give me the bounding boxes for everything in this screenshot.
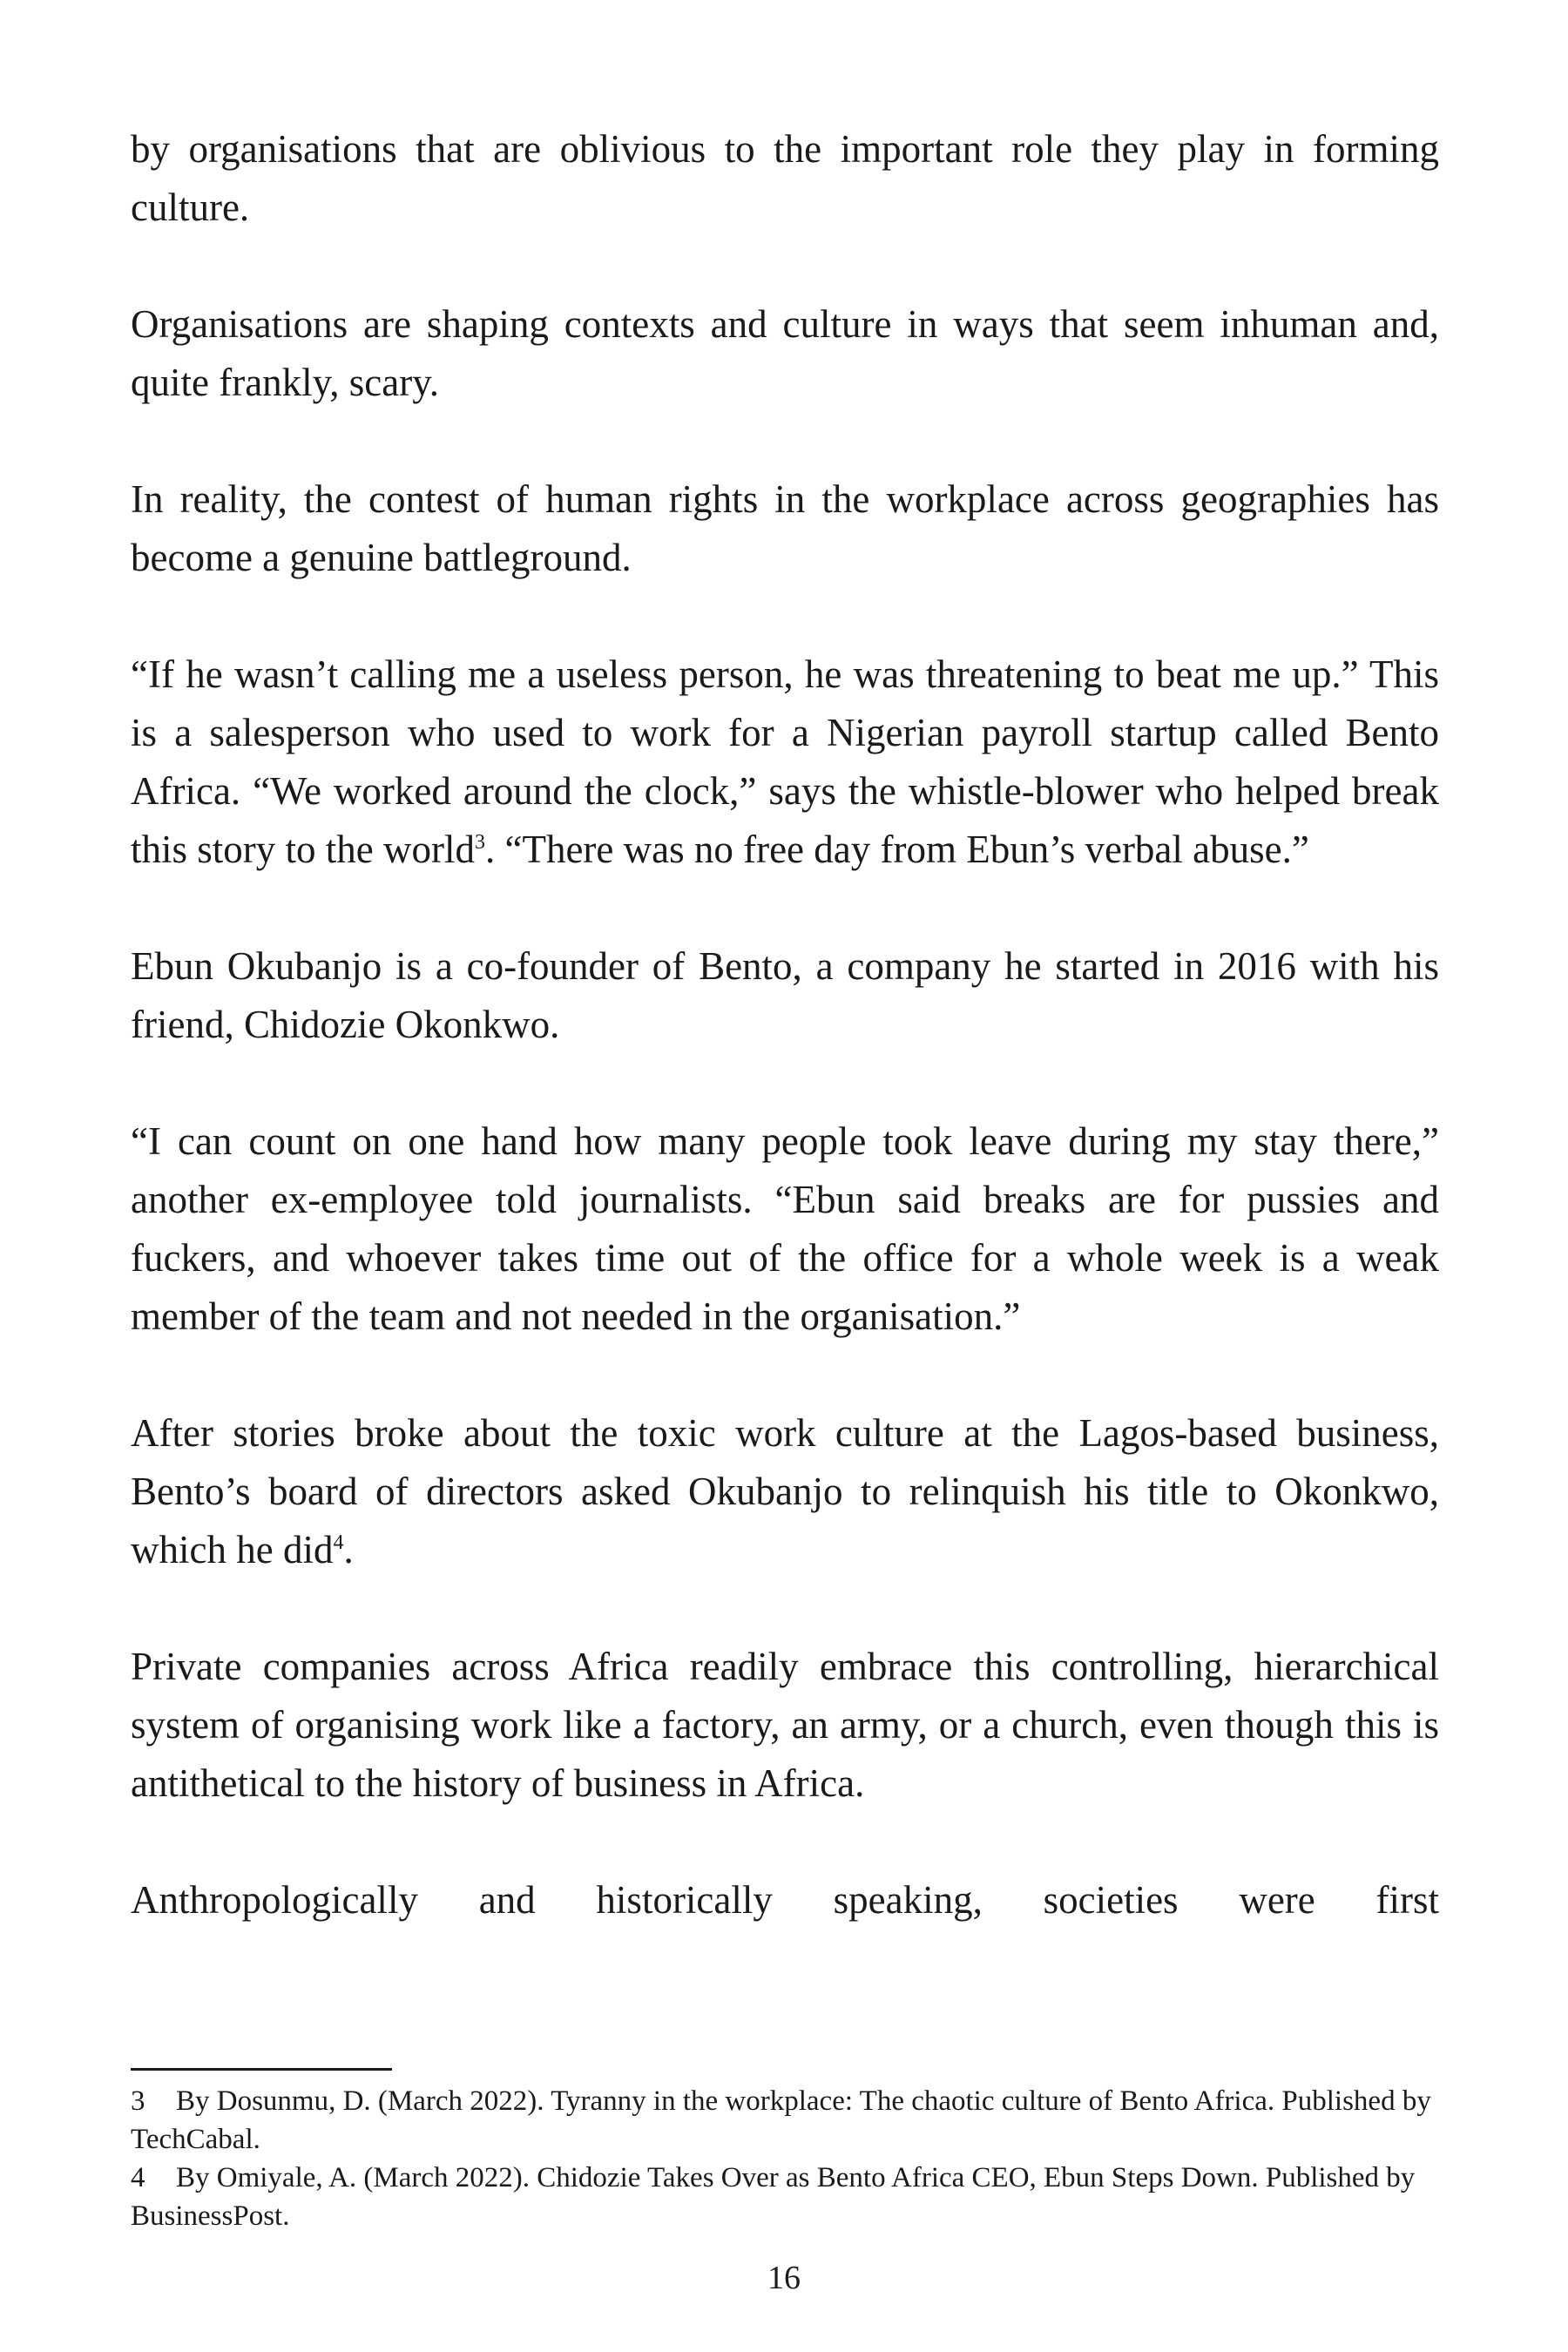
paragraph-text: .: [343, 1528, 354, 1571]
footnote: [131, 2082, 1439, 2159]
footnote-divider: [131, 2068, 392, 2071]
paragraph: by organisations that are oblivious to the important role they play in forming culture.: [131, 127, 1439, 229]
paragraph: [131, 645, 1439, 879]
paragraph: In reality, the contest of human rights in the workplace across geographies has become a genuine battleground.: [131, 477, 1439, 579]
paragraph-text: “If he wasn’t calling me a useless person, he was threatening to beat me up.” This is a salesperson who used to work for a Nigerian payroll startup called Bento Africa. “We worked around the clock,” says the whistle-blower who helped break this story to the world: [131, 652, 1439, 871]
paragraph: Private companies across Africa readily embrace this controlling, hierarchical system of organising work like a factory, an army, or a church, even though this is antithetical to the history of business in Africa.: [131, 1645, 1439, 1805]
footnote-text: By Dosunmu, D. (March 2022). Tyranny in the workplace: The chaotic culture of Bento Africa. Published by TechCabal.: [131, 2085, 1431, 2155]
paragraph: Anthropologically and historically speaking, societies were first: [131, 1878, 1439, 1922]
page-number: 16: [767, 2260, 801, 2296]
paragraph: Organisations are shaping contexts and culture in ways that seem inhuman and, quite frankly, scary.: [131, 302, 1439, 404]
footnote-number: 3: [131, 2085, 145, 2117]
paragraph: Ebun Okubanjo is a co-founder of Bento, a company he started in 2016 with his friend, Chidozie Okonkwo.: [131, 944, 1439, 1046]
footnote-number: 4: [131, 2162, 145, 2193]
footnote-reference: 3: [474, 831, 485, 854]
paragraph-text: . “There was no free day from Ebun’s verbal abuse.”: [484, 828, 1309, 871]
footnote-text: By Omiyale, A. (March 2022). Chidozie Takes Over as Bento Africa CEO, Ebun Steps Down. Published by BusinessPost.: [131, 2162, 1416, 2232]
paragraph: [131, 1404, 1439, 1579]
footnote: [131, 2159, 1439, 2235]
body-text: [131, 120, 1439, 1930]
footnote-reference: 4: [333, 1531, 344, 1554]
footnotes: [131, 2082, 1439, 2235]
paragraph: “I can count on one hand how many people took leave during my stay there,” another ex-employee told journalists. “Ebun said breaks are for pussies and fuckers, and whoever takes time out of the office for a whole week is a weak member of the team and not needed in the organisation.”: [131, 1119, 1439, 1338]
paragraph-text: After stories broke about the toxic work culture at the Lagos-based business, Bento’s board of directors asked Okubanjo to relinquish his title to Okonkwo, which he did: [131, 1411, 1439, 1571]
